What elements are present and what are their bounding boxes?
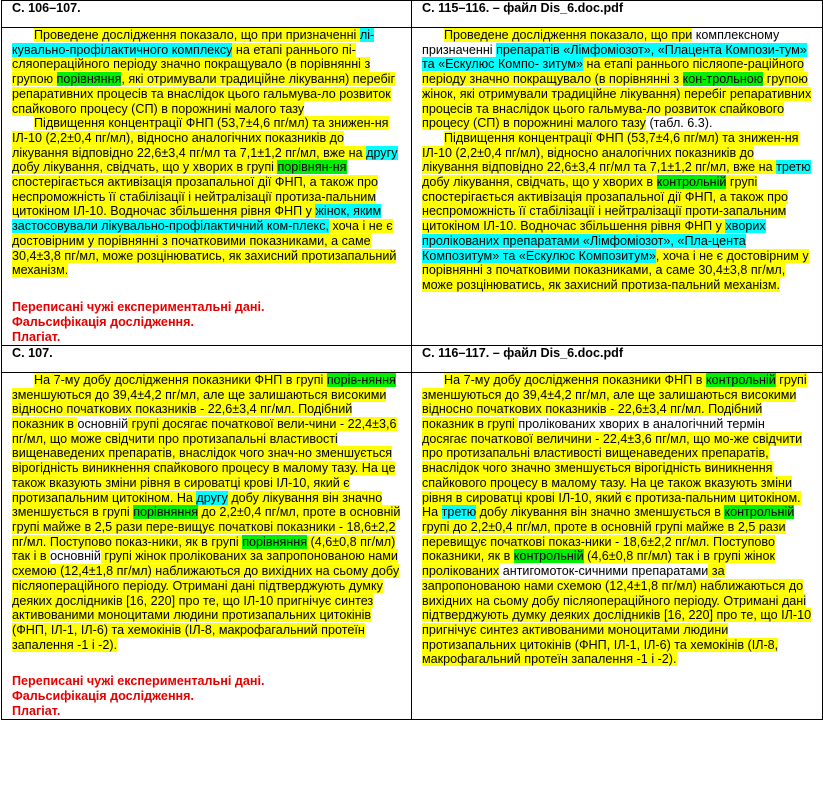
highlighted-text: хворих пролікованих препаратами «Лімфоміозот», «Пла-цента Композитум» та «Ескулюс Композитум» xyxy=(422,219,766,263)
comparison-table xyxy=(1,0,823,720)
left-text-cell xyxy=(2,28,412,346)
verdict-line: Переписані чужі експериментальні дані. xyxy=(12,299,265,314)
left-text xyxy=(12,373,401,652)
highlighted-text: Підвищення концентрації ФНП (53,7±4,6 пг/мл) та знижен-ня ІЛ-10 (2,2±0,4 пг/мл), відносно аналогічних показників до лікування відповідно 22,6±3,4 пг/мл та 7,1±1,2 пг/мл, вже на xyxy=(422,130,799,175)
highlighted-text: групою жінок, які отримували традиційне лікування) перебіг репаративних процесів та внаслідок цього гальмува-ло розвиток спайкового процесу (СП) в порожнині малого тазу xyxy=(422,72,812,131)
verdict-line: Переписані чужі експериментальні дані. xyxy=(12,674,265,689)
highlighted-text: третю xyxy=(776,160,811,175)
paragraph xyxy=(12,373,401,652)
text-run: основній xyxy=(50,549,101,564)
left-page-reference: С. 106–107. xyxy=(2,1,412,28)
highlighted-text: лі-кувально-профілактичного комплексу xyxy=(12,28,375,57)
right-page-reference: С. 116–117. – файл Dis_6.doc.pdf xyxy=(412,345,823,372)
left-page-reference: С. 107. xyxy=(2,345,412,372)
highlighted-text: Проведене дослідження показало, що при призначенні xyxy=(34,28,360,42)
left-text-cell xyxy=(2,372,412,719)
highlighted-text: добу лікування він значно зменшується в xyxy=(476,505,725,520)
highlighted-text: групі спостерігається активізація прозапальної дії ФНП, а також про неспроможність її стабілізації і нейтралізації прoти-запальним цитокіном ІЛ-10. Водночас збільшення рівня ФНП у xyxy=(422,175,789,234)
highlighted-text: (4,6±0,8 пг/мл) так і в xyxy=(12,534,396,564)
text-run: пролікованих хворих в аналогічний термін xyxy=(518,417,765,432)
text-run: основній xyxy=(77,417,129,432)
highlighted-text: групі зменшуються до 39,4±4,2 пг/мл, але ще залишаються високими відносно початкових показників - 22,6±3,4 пг/мл. Подібний показник в групі xyxy=(422,372,807,432)
highlighted-text: препаратів «Лімфоміозот», «Плацента Компози-тум» та «Ескулюс Компо- зитум» xyxy=(422,42,807,72)
right-text xyxy=(422,373,812,667)
highlighted-text: добу лікування, свідчать, що у хворих в групі xyxy=(12,160,278,175)
highlighted-text: На 7-му добу дослідження показники ФНП в xyxy=(444,372,706,387)
highlighted-text: за запропонованою нами схемою (12,4±1,8 пг/мл) наближаються до вихідних на сьому добу післяопераційного періоду. Отримані дані підтверджують думку деяких дослідників [16, 220] про те, що ІЛ-10 пригнічує синтез активованими моноцитами людини протизапальних цитокінів (ФНП, ІЛ-1, ІЛ-6) та хемокінів (ІЛ-8, макрофагальний протеїн запалення -1 і -2). xyxy=(422,564,812,667)
left-text xyxy=(12,28,401,278)
highlighted-text: другу xyxy=(366,145,398,160)
right-text-cell xyxy=(412,372,823,719)
highlighted-text: порівнян-ня xyxy=(277,160,347,175)
highlighted-text: добу лікування, свідчать, що у хворих в xyxy=(422,175,657,190)
highlighted-text: , хоча і не є достовірним у порівнянні з початковими показниками, а саме 30,4±3,8 пг/мл, може розцінюватись, як захисний протиза-пальний механізм. xyxy=(422,248,809,292)
highlighted-text: третю xyxy=(441,505,477,520)
table-row xyxy=(2,1,823,28)
highlighted-text: На 7-му добу дослідження показники ФНП в групі xyxy=(34,372,327,387)
text-run: (табл. 6.3). xyxy=(645,116,713,131)
highlighted-text: , які отримували традиційне лікування) перебіг репаративних процесів та внаслідок цього гальмува-ло розвиток спайкового процесу (СП) в порожнині малого тазу xyxy=(12,72,396,116)
highlighted-text: порівняння xyxy=(133,505,199,520)
paragraph xyxy=(422,131,812,293)
highlighted-text: другу xyxy=(196,490,228,505)
text-run: комплексному призначенні xyxy=(422,28,780,57)
highlighted-text: групі до 2,2±0,4 пг/мл, проте в основній групі майже в 2,5 рази перевищує початкові показ-ники - 18,6±2,2 пг/мл. Поступово показники, як в xyxy=(422,519,786,564)
table-row xyxy=(2,372,823,719)
highlighted-text: групі досягає початкової вели-чини - 22,4±3,6 пг/мл, що може свідчити про протизапальні властивості вищенаведених препаратів, внаслідок чого знач-но зменшується вірогідність виникнення спайкового процесу в малому тазу. На це також вказують зміни рівня в сироватці крові ІЛ-10, який є протизапальним цитокіном. На xyxy=(12,417,397,505)
highlighted-text: контрольній xyxy=(656,175,727,190)
highlighted-text: контрольній xyxy=(724,505,795,520)
highlighted-text: хоча і не є достовірним у порівнянні з початковими показниками, а саме 30,4±3,8 пг/мл, може розцінюватись, як захисний протизапальний механізм. xyxy=(12,219,397,278)
highlighted-text: на етапі раннього пі-сляопераційного періоду значно покращувало (в порівнянні з групою xyxy=(12,42,371,87)
paragraph xyxy=(12,28,401,116)
highlighted-text: (4,6±0,8 пг/мл) так і в групі жінок пролікованих xyxy=(422,549,776,579)
highlighted-text: кон-трольною xyxy=(682,72,764,87)
right-page-reference: С. 115–116. – файл Dis_6.doc.pdf xyxy=(412,1,823,28)
highlighted-text: порівняння xyxy=(56,72,122,87)
highlighted-text: контрольній xyxy=(705,372,776,387)
text-run: антигомоток-сичними препаратами xyxy=(499,564,709,579)
highlighted-text: на етапі раннього післяопе-раційного періоду значно покращувало (в порівнянні з xyxy=(422,57,805,87)
verdict-line: Плагіат. xyxy=(12,329,61,344)
highlighted-text: до 2,2±0,4 пг/мл, проте в основній групі майже в 2,5 рази пере-вищує початкові показники - 18,6±2,2 пг/мл. Поступово показ-ники, як в групі xyxy=(12,505,401,549)
highlighted-text: групі жінок пролікованих за запропонованою нами схемою (12,4±1,8 пг/мл) наближаються до вихідних на сьому добу післяопераційного періоду. Отримані дані підтверджують думку деяких дослідників [16, 220] про те, що ІЛ-10 пригнічує синтез активованими моноцитами людини протизапальних цитокінів (ФНП, ІЛ-1, ІЛ-6) та хемокінів (ІЛ-8, макрофагальний протеїн запалення -1 і -2). xyxy=(12,549,400,652)
paragraph xyxy=(422,28,812,131)
paragraph xyxy=(422,373,812,667)
highlighted-text: контрольній xyxy=(513,549,584,564)
highlighted-text: спостерігається активізація прозапальної дії ФНП, а також про неспроможність її стабілізації і нейтралізації протиза-пальним цитокіном ІЛ-10. Водночас збільшення рівня ФНП у xyxy=(12,175,379,219)
verdict-line: Фальсифікація дослідження. xyxy=(12,689,195,704)
verdict xyxy=(12,300,401,345)
highlighted-text: порівняння xyxy=(242,534,308,549)
highlighted-text: жінок, яким застосовували лікувально-профілактичний ком-плекс, xyxy=(12,204,382,234)
paragraph xyxy=(12,116,401,278)
table-row xyxy=(2,28,823,346)
verdict-line: Фальсифікація дослідження. xyxy=(12,314,195,329)
highlighted-text: зменшуються до 39,4±4,2 пг/мл, але ще залишаються високими відносно початкових показників - 22,6±3,4 пг/мл. Подібний показник в xyxy=(12,387,387,432)
highlighted-text: Підвищення концентрації ФНП (53,7±4,6 пг/мл) та знижен-ня ІЛ-10 (2,2±0,4 пг/мл), відносно аналогічних показників до лікування відповідно 22,6±3,4 пг/мл та 7,1±1,2 пг/мл, вже на xyxy=(12,116,389,160)
verdict xyxy=(12,674,401,719)
right-text xyxy=(422,28,812,293)
verdict-line: Плагіат. xyxy=(12,704,61,719)
highlighted-text: досягає початкової величини - 22,4±3,6 пг/мл, що мо-же свідчити про протизапальні властивості вищенаведених препаратів, внаслідок чого значно зменшується вірогідність виникнення спайкового процесу в малому тазу. На це також вказують зміни рівня в сироватці крові ІЛ-10, який є протиза-пальним цитокіном. На xyxy=(422,431,803,520)
right-text-cell xyxy=(412,28,823,346)
highlighted-text: добу лікування він значно зменшується в групі xyxy=(12,490,383,520)
highlighted-text: порів-няння xyxy=(326,372,396,387)
highlighted-text: Проведене дослідження показало, що при xyxy=(444,28,693,42)
table-row xyxy=(2,345,823,372)
